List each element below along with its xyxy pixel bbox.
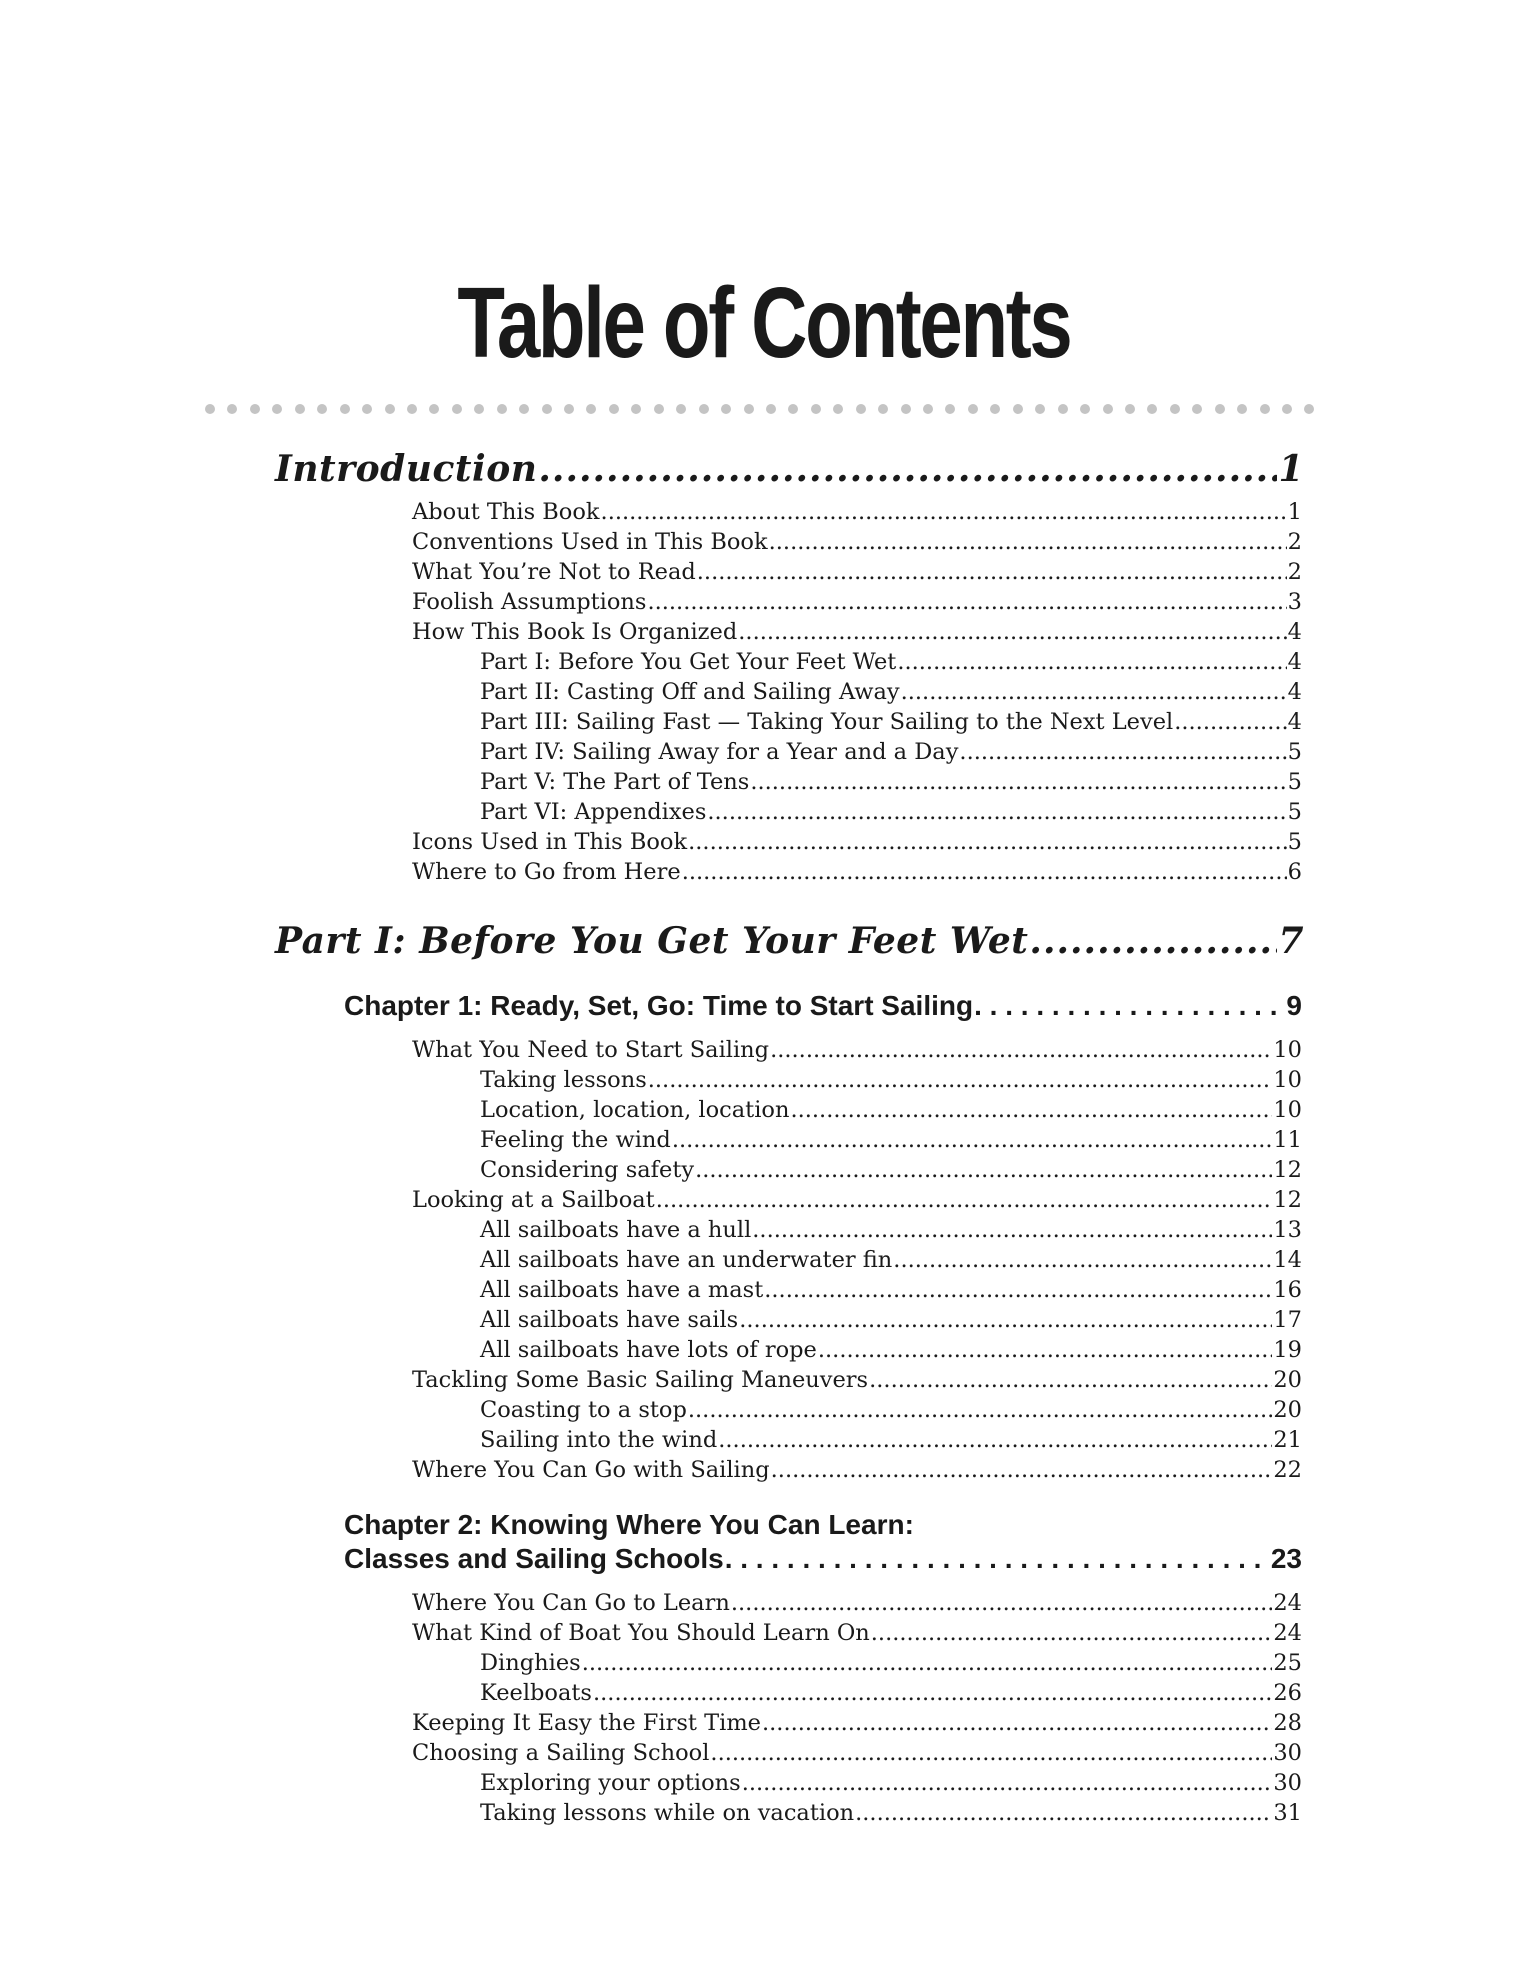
page-number: 12 bbox=[1273, 1187, 1302, 1213]
toc-entry[interactable] bbox=[412, 1618, 1302, 1648]
entry-title: Where You Can Go to Learn bbox=[412, 1590, 730, 1616]
entry-title: Taking lessons bbox=[480, 1067, 647, 1093]
page-number: 5 bbox=[1287, 739, 1302, 765]
entry-title: All sailboats have an underwater fin bbox=[480, 1247, 893, 1273]
toc-entry[interactable] bbox=[412, 587, 1302, 617]
page-number: 5 bbox=[1287, 799, 1302, 825]
entry-title: Part IV: Sailing Away for a Year and a Day bbox=[480, 739, 959, 765]
dot-leader bbox=[869, 1365, 1272, 1395]
toc-subentry[interactable] bbox=[480, 647, 1302, 677]
entry-title: Looking at a Sailboat bbox=[412, 1187, 655, 1213]
toc-subentry[interactable] bbox=[480, 737, 1302, 767]
dot-leader bbox=[731, 1588, 1273, 1618]
part-title: Introduction bbox=[275, 448, 538, 490]
dot-leader bbox=[672, 1125, 1273, 1155]
dot-leader bbox=[707, 797, 1286, 827]
dot-leader bbox=[762, 1708, 1272, 1738]
page-number: 22 bbox=[1273, 1457, 1302, 1483]
toc-entry[interactable] bbox=[412, 557, 1302, 587]
entry-title: Location, location, location bbox=[480, 1097, 790, 1123]
chapter-title-line1[interactable]: Chapter 2: Knowing Where You Can Learn: bbox=[344, 1509, 914, 1540]
page-number: 4 bbox=[1287, 619, 1302, 645]
dot-leader bbox=[739, 1305, 1272, 1335]
chapter-title: Chapter 1: Ready, Set, Go: Time to Start Sailing bbox=[344, 990, 974, 1021]
dot-leader bbox=[752, 1215, 1272, 1245]
toc-part-1[interactable] bbox=[275, 918, 1304, 964]
entry-title: Where to Go from Here bbox=[412, 859, 681, 885]
entry-title: All sailboats have sails bbox=[480, 1307, 739, 1333]
entry-title: Choosing a Sailing School bbox=[412, 1740, 710, 1766]
dot-leader bbox=[718, 1425, 1272, 1455]
dot-leader bbox=[790, 1095, 1272, 1125]
dot-leader bbox=[688, 827, 1287, 857]
toc-entry[interactable] bbox=[412, 527, 1302, 557]
entry-title: Feeling the wind bbox=[480, 1127, 671, 1153]
toc-entry[interactable] bbox=[412, 857, 1302, 887]
toc-subentry[interactable] bbox=[480, 1215, 1302, 1245]
entry-title: All sailboats have lots of rope bbox=[480, 1337, 817, 1363]
toc-subentry[interactable] bbox=[480, 1335, 1302, 1365]
entry-title: Exploring your options bbox=[480, 1770, 741, 1796]
entry-title: Part V: The Part of Tens bbox=[480, 769, 750, 795]
page-number: 1 bbox=[1278, 448, 1304, 490]
toc-entry[interactable] bbox=[412, 1738, 1302, 1768]
page-number: 10 bbox=[1273, 1037, 1302, 1063]
page-number: 26 bbox=[1273, 1680, 1302, 1706]
dot-leader bbox=[871, 1618, 1273, 1648]
page-number: 16 bbox=[1273, 1277, 1302, 1303]
dot-leader bbox=[893, 1245, 1272, 1275]
dot-leader bbox=[770, 1035, 1272, 1065]
toc-subentry[interactable] bbox=[480, 1425, 1302, 1455]
dot-leader bbox=[769, 527, 1287, 557]
chapter-title: Classes and Sailing Schools bbox=[344, 1543, 724, 1574]
page-number: 4 bbox=[1287, 679, 1302, 705]
dot-leader bbox=[697, 557, 1287, 587]
page-number: 5 bbox=[1287, 829, 1302, 855]
dot-leader bbox=[725, 1542, 1270, 1576]
toc-subentry[interactable] bbox=[480, 1305, 1302, 1335]
page-number: 13 bbox=[1273, 1217, 1302, 1243]
page-number: 30 bbox=[1273, 1770, 1302, 1796]
page-number: 11 bbox=[1273, 1127, 1302, 1153]
dot-leader bbox=[771, 1455, 1273, 1485]
dot-leader bbox=[897, 647, 1286, 677]
toc-entry[interactable] bbox=[412, 1185, 1302, 1215]
dot-leader bbox=[742, 1768, 1273, 1798]
entry-title: Icons Used in This Book bbox=[412, 829, 688, 855]
page-number: 20 bbox=[1273, 1367, 1302, 1393]
dot-leader bbox=[764, 1275, 1272, 1305]
dot-leader bbox=[682, 857, 1287, 887]
page-number: 10 bbox=[1273, 1097, 1302, 1123]
entry-title: All sailboats have a hull bbox=[480, 1217, 752, 1243]
toc-subentry[interactable] bbox=[480, 1155, 1302, 1185]
entry-title: What You’re Not to Read bbox=[412, 559, 696, 585]
toc-subentry[interactable] bbox=[480, 1065, 1302, 1095]
toc-entry[interactable] bbox=[412, 617, 1302, 647]
dot-leader bbox=[656, 1185, 1273, 1215]
page-number: 1 bbox=[1287, 499, 1302, 525]
page-number: 23 bbox=[1270, 1543, 1302, 1574]
dot-leader bbox=[738, 617, 1286, 647]
entry-title: Part III: Sailing Fast — Taking Your Sailing to the Next Level bbox=[480, 709, 1174, 735]
toc-entry[interactable] bbox=[412, 827, 1302, 857]
toc-subentry[interactable] bbox=[480, 677, 1302, 707]
toc-entry[interactable] bbox=[412, 497, 1302, 527]
page-number: 24 bbox=[1273, 1590, 1302, 1616]
toc-entry[interactable] bbox=[412, 1708, 1302, 1738]
dot-leader bbox=[710, 1738, 1272, 1768]
page-number: 17 bbox=[1273, 1307, 1302, 1333]
entry-title: Conventions Used in This Book bbox=[412, 529, 768, 555]
entry-title: All sailboats have a mast bbox=[480, 1277, 764, 1303]
page-number: 2 bbox=[1287, 529, 1302, 555]
dot-leader bbox=[695, 1155, 1272, 1185]
part-title: Part I: Before You Get Your Feet Wet bbox=[275, 920, 1029, 962]
entry-title: Considering safety bbox=[480, 1157, 695, 1183]
entry-title: Keelboats bbox=[480, 1680, 592, 1706]
dot-leader bbox=[959, 737, 1286, 767]
toc-subentry[interactable] bbox=[480, 797, 1302, 827]
dot-leader bbox=[688, 1395, 1273, 1425]
entry-title: Where You Can Go with Sailing bbox=[412, 1457, 770, 1483]
dot-leader bbox=[582, 1648, 1273, 1678]
page-number: 3 bbox=[1287, 589, 1302, 615]
dot-leader bbox=[818, 1335, 1272, 1365]
dot-leader bbox=[750, 767, 1286, 797]
page-number: 2 bbox=[1287, 559, 1302, 585]
dot-leader bbox=[593, 1678, 1272, 1708]
toc-entry[interactable] bbox=[412, 1365, 1302, 1395]
toc-entry[interactable] bbox=[412, 1588, 1302, 1618]
entry-title: Part VI: Appendixes bbox=[480, 799, 707, 825]
toc-chapter-2[interactable] bbox=[344, 1542, 1302, 1576]
entry-title: Keeping It Easy the First Time bbox=[412, 1710, 761, 1736]
dot-leader bbox=[855, 1798, 1272, 1828]
entry-title: Part I: Before You Get Your Feet Wet bbox=[480, 649, 897, 675]
toc-entry[interactable] bbox=[412, 1455, 1302, 1485]
dot-leader bbox=[647, 587, 1286, 617]
toc-subentry[interactable] bbox=[480, 1798, 1302, 1828]
dot-leader bbox=[538, 446, 1277, 492]
page-number: 30 bbox=[1273, 1740, 1302, 1766]
page-title: Table of Contents bbox=[457, 267, 1071, 379]
page-number: 7 bbox=[1278, 920, 1304, 962]
page-number: 4 bbox=[1287, 649, 1302, 675]
toc-subentry[interactable] bbox=[480, 707, 1302, 737]
entry-title: Taking lessons while on vacation bbox=[480, 1800, 855, 1826]
page-number: 12 bbox=[1273, 1157, 1302, 1183]
page-number: 6 bbox=[1287, 859, 1302, 885]
entry-title: What Kind of Boat You Should Learn On bbox=[412, 1620, 870, 1646]
entry-title: About This Book bbox=[412, 499, 600, 525]
toc-subentry[interactable] bbox=[480, 1395, 1302, 1425]
toc-subentry[interactable] bbox=[480, 1125, 1302, 1155]
toc-subentry[interactable] bbox=[480, 1768, 1302, 1798]
entry-title: Dinghies bbox=[480, 1650, 581, 1676]
page-number: 14 bbox=[1273, 1247, 1302, 1273]
toc-subentry[interactable] bbox=[480, 1095, 1302, 1125]
page-number: 28 bbox=[1273, 1710, 1302, 1736]
entry-title: How This Book Is Organized bbox=[412, 619, 738, 645]
page-number: 9 bbox=[1286, 990, 1302, 1021]
page-number: 31 bbox=[1273, 1800, 1302, 1826]
toc-subentry[interactable] bbox=[480, 1648, 1302, 1678]
toc-subentry[interactable] bbox=[480, 1678, 1302, 1708]
page-number: 19 bbox=[1273, 1337, 1302, 1363]
dot-leader bbox=[648, 1065, 1273, 1095]
dot-leader bbox=[601, 497, 1287, 527]
page-number: 20 bbox=[1273, 1397, 1302, 1423]
toc-subentry[interactable] bbox=[480, 767, 1302, 797]
dot-leader bbox=[901, 677, 1287, 707]
toc-subentry[interactable] bbox=[480, 1275, 1302, 1305]
page-number: 10 bbox=[1273, 1067, 1302, 1093]
page-number: 21 bbox=[1273, 1427, 1302, 1453]
entry-title: Coasting to a stop bbox=[480, 1397, 687, 1423]
dot-leader bbox=[1174, 707, 1286, 737]
toc-entry[interactable] bbox=[412, 1035, 1302, 1065]
page-number: 4 bbox=[1287, 709, 1302, 735]
entry-title: Part II: Casting Off and Sailing Away bbox=[480, 679, 900, 705]
page-number: 24 bbox=[1273, 1620, 1302, 1646]
toc-chapter-1[interactable] bbox=[344, 989, 1302, 1023]
toc-subentry[interactable] bbox=[480, 1245, 1302, 1275]
page-number: 25 bbox=[1273, 1650, 1302, 1676]
dot-leader bbox=[1029, 918, 1277, 964]
dot-leader bbox=[974, 989, 1285, 1023]
entry-title: What You Need to Start Sailing bbox=[412, 1037, 770, 1063]
page-number: 5 bbox=[1287, 769, 1302, 795]
entry-title: Tackling Some Basic Sailing Maneuvers bbox=[412, 1367, 869, 1393]
entry-title: Sailing into the wind bbox=[480, 1427, 718, 1453]
toc-part-introduction[interactable] bbox=[275, 446, 1304, 492]
entry-title: Foolish Assumptions bbox=[412, 589, 647, 615]
